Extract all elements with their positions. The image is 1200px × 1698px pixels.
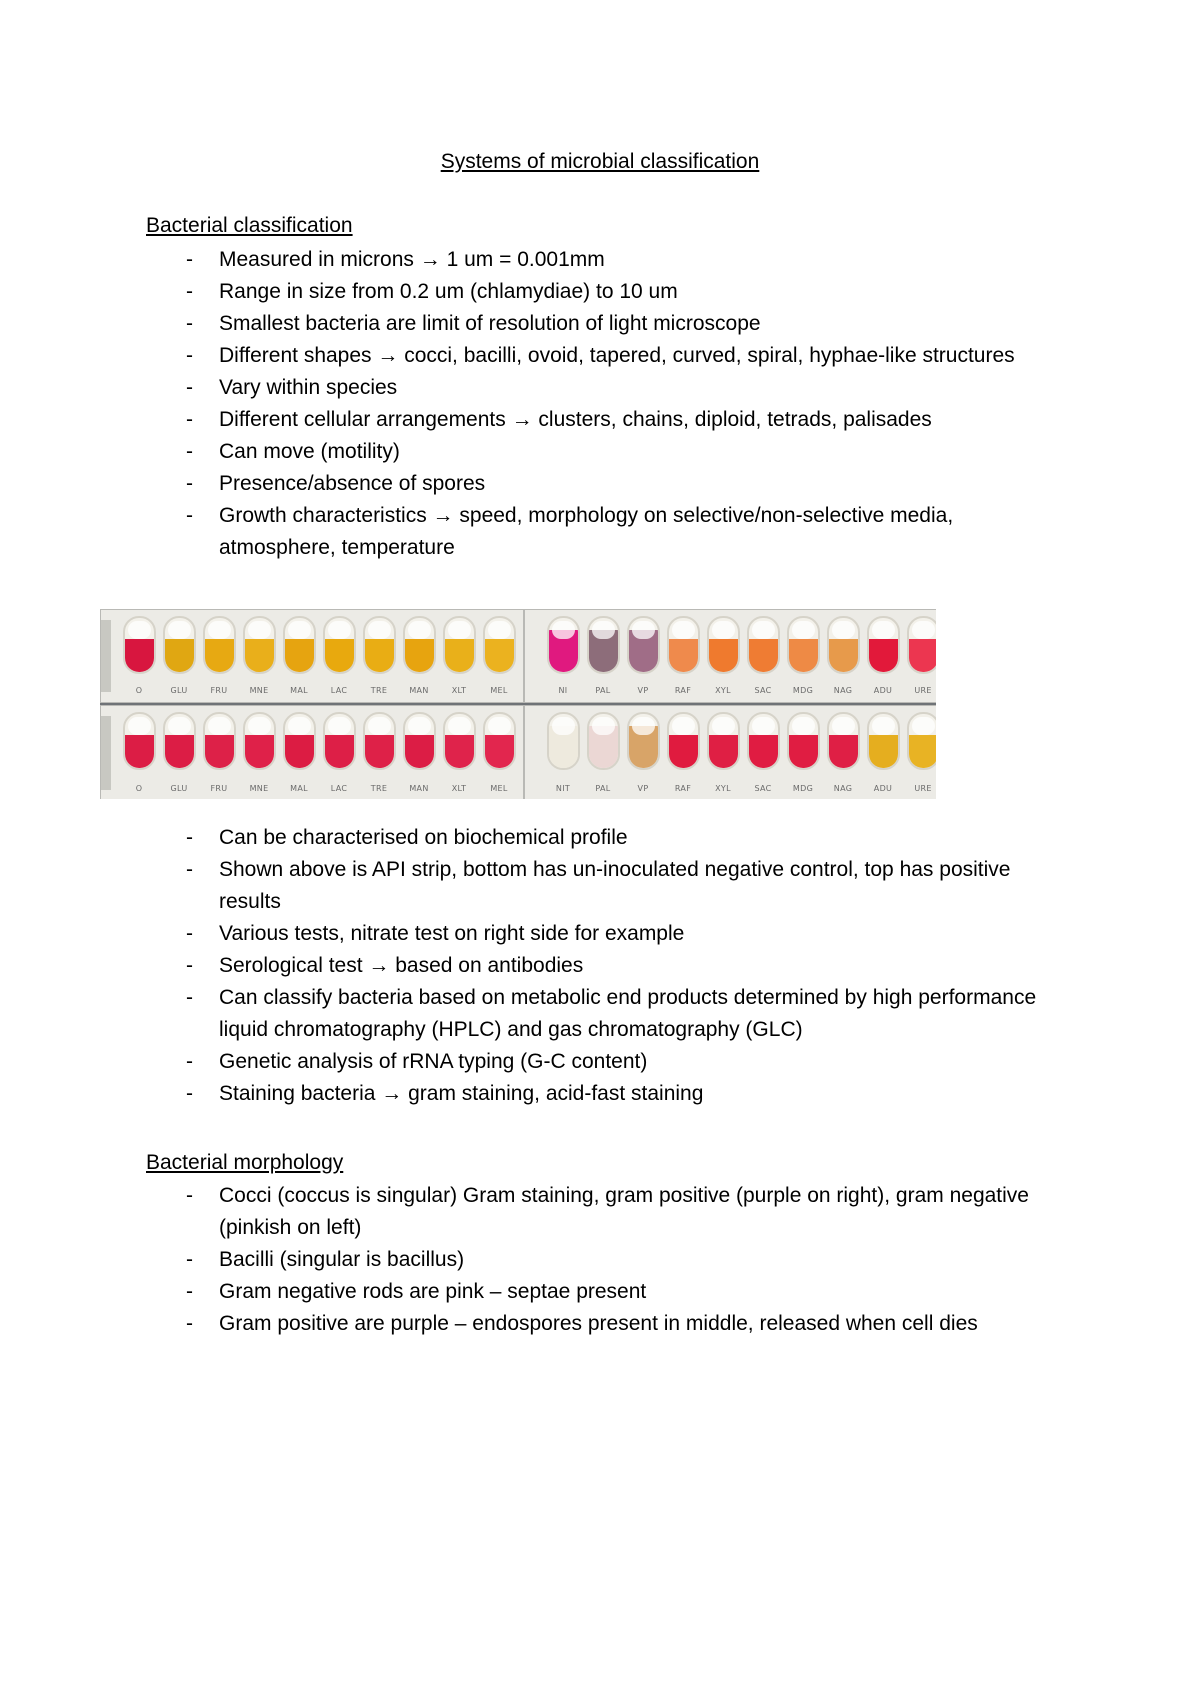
list-item [146,372,1046,404]
list-item [146,468,1046,500]
test-cupule [323,616,356,674]
test-label: MAL [290,686,308,695]
test-cupule [403,616,436,674]
cupule-liquid [669,735,698,768]
cupule-highlight [672,717,695,735]
cupule-highlight [208,717,231,735]
list-item-text: Serological test → based on antibodies [219,954,584,977]
list-item [146,918,1046,950]
test-cupule [867,616,900,674]
test-cupule [163,712,196,770]
test-cupule [707,616,740,674]
test-cupule [587,712,620,770]
test-cupule [627,712,660,770]
page-title: Systems of microbial classification [440,150,760,173]
cupule-liquid [749,735,778,768]
test-label: MNE [249,784,269,793]
cupule-liquid [829,735,858,768]
list-item-text: Growth characteristics → speed, morphology on selective/non-selective media, atmosphere, temperature [219,504,954,559]
test-label: VP [637,784,649,793]
cupule-liquid [325,639,354,672]
test-label: MEL [490,784,508,793]
test-cupule [867,712,900,770]
cupule-highlight [872,717,895,735]
cupule-liquid [709,735,738,768]
cupule-highlight [592,717,615,735]
bullet-dash: - [186,1280,193,1303]
test-label: URE [914,784,932,793]
cupule-liquid [405,639,434,672]
test-cupule [547,616,580,674]
cupule-liquid [245,639,274,672]
test-cupule [123,712,156,770]
cupule-highlight [792,717,815,735]
list-item [146,1308,1046,1340]
test-label: PAL [595,784,611,793]
api-strip-top-right [524,609,936,703]
cupule-highlight [552,717,575,735]
cupule-liquid [709,639,738,672]
list-item-text: Staining bacteria → gram staining, acid-fast staining [219,1082,704,1105]
list-item [146,822,1046,854]
list-item [146,340,1046,372]
cupule-highlight [208,621,231,639]
list-item [146,308,1046,340]
list-item [146,244,1046,276]
test-label: NAG [833,784,853,793]
test-label: GLU [170,784,188,793]
test-cupule [547,712,580,770]
cupule-liquid [365,735,394,768]
bullet-dash: - [186,858,193,881]
list-item [146,404,1046,436]
test-label: MEL [490,686,508,695]
test-cupule [907,616,936,674]
list-item [146,1244,1046,1276]
cupule-liquid [165,735,194,768]
test-label: NIT [555,784,571,793]
test-cupule [243,616,276,674]
cupule-highlight [832,621,855,639]
bullet-dash: - [186,472,193,495]
list-item-text: Different shapes → cocci, bacilli, ovoid, tapered, curved, spiral, hyphae-like structures [219,344,1015,367]
bullet-dash: - [186,408,193,431]
test-cupule [907,712,936,770]
test-label: GLU [170,686,188,695]
test-cupule [787,616,820,674]
test-cupule [203,616,236,674]
list-item-text: Can classify bacteria based on metabolic end products determined by high performance liquid chromatography (HPLC) and gas chromatography (GLC) [219,986,1037,1041]
list-item-text: Various tests, nitrate test on right side for example [219,922,685,945]
bullet-list-morphology [146,1180,1046,1340]
bullet-dash: - [186,1082,193,1105]
cupule-liquid [285,639,314,672]
list-item-text: Different cellular arrangements → clusters, chains, diploid, tetrads, palisades [219,408,932,431]
list-item-text: Range in size from 0.2 um (chlamydiae) to 10 um [219,280,678,303]
test-cupule [747,616,780,674]
cupule-highlight [168,621,191,639]
cupule-highlight [552,621,575,639]
test-label: VP [637,686,649,695]
test-label: LAC [330,784,348,793]
list-item [146,854,1046,918]
test-cupule [243,712,276,770]
test-label: O [135,686,143,695]
test-cupule [707,712,740,770]
cupule-highlight [712,621,735,639]
cupule-highlight [128,717,151,735]
test-cupule [587,616,620,674]
cupule-liquid [669,639,698,672]
test-cupule [667,616,700,674]
test-label: SAC [754,784,772,793]
test-cupule [283,712,316,770]
test-label: FRU [210,784,228,793]
test-label: XLT [451,784,467,793]
cupule-liquid [749,639,778,672]
cupule-highlight [752,717,775,735]
bullet-dash: - [186,826,193,849]
api-strip-top-left [100,609,524,703]
test-label: ADU [873,686,893,695]
test-label: XLT [451,686,467,695]
test-label: ADU [873,784,893,793]
strip-edge-mark [101,620,111,692]
list-item-text: Gram negative rods are pink – septae present [219,1280,647,1303]
cupule-liquid [125,735,154,768]
cupule-liquid [325,735,354,768]
test-cupule [443,712,476,770]
test-label: MAN [409,784,429,793]
test-label: TRE [370,784,388,793]
test-label: URE [914,686,932,695]
test-label: SAC [754,686,772,695]
list-item [146,436,1046,468]
test-cupule [827,616,860,674]
cupule-liquid [205,639,234,672]
test-cupule [123,616,156,674]
cupule-highlight [288,621,311,639]
cupule-liquid [485,735,514,768]
cupule-highlight [448,717,471,735]
cupule-liquid [485,639,514,672]
cupule-liquid [789,735,818,768]
list-item [146,1276,1046,1308]
list-item [146,500,1046,564]
api-strip-bottom-right [524,705,936,799]
test-label: TRE [370,686,388,695]
list-item [146,1180,1046,1244]
bullet-dash: - [186,312,193,335]
cupule-highlight [168,717,191,735]
bullet-dash: - [186,1050,193,1073]
bullet-dash: - [186,954,193,977]
cupule-liquid [829,639,858,672]
section-heading-bacterial-classification: Bacterial classification [146,214,353,237]
test-cupule [443,616,476,674]
cupule-highlight [408,621,431,639]
bullet-dash: - [186,344,193,367]
list-item-text: Smallest bacteria are limit of resolution of light microscope [219,312,761,335]
test-label: XYL [715,784,731,793]
cupule-highlight [712,717,735,735]
cupule-liquid [869,735,898,768]
list-item [146,982,1046,1046]
cupule-highlight [288,717,311,735]
list-item-text: Cocci (coccus is singular) Gram staining, gram positive (purple on right), gram negative (pinkish on left) [219,1184,1029,1239]
bullet-list-characterisation [146,822,1046,1110]
cupule-liquid [445,639,474,672]
bullet-dash: - [186,248,193,271]
cupule-highlight [672,621,695,639]
list-item-text: Vary within species [219,376,398,399]
test-label: NI [558,686,568,695]
bullet-list-classification [146,244,1046,564]
list-item [146,1078,1046,1110]
cupule-highlight [752,621,775,639]
test-label: FRU [210,686,228,695]
cupule-highlight [328,621,351,639]
cupule-highlight [248,621,271,639]
test-cupule [667,712,700,770]
cupule-highlight [592,621,615,639]
cupule-liquid [869,639,898,672]
cupule-liquid [165,639,194,672]
cupule-liquid [365,639,394,672]
api-strip-image [100,609,936,799]
cupule-highlight [368,621,391,639]
test-label: RAF [674,686,692,695]
test-cupule [363,712,396,770]
test-cupule [403,712,436,770]
test-cupule [627,616,660,674]
test-cupule [283,616,316,674]
list-item [146,1046,1046,1078]
cupule-liquid [205,735,234,768]
test-cupule [787,712,820,770]
test-cupule [163,616,196,674]
cupule-highlight [328,717,351,735]
cupule-highlight [248,717,271,735]
cupule-liquid [285,735,314,768]
list-item-text: Shown above is API strip, bottom has un-inoculated negative control, top has positive results [219,858,1011,913]
bullet-dash: - [186,1312,193,1335]
cupule-liquid [245,735,274,768]
cupule-liquid [789,639,818,672]
test-label: XYL [715,686,731,695]
bullet-dash: - [186,1248,193,1271]
test-label: MAN [409,686,429,695]
cupule-highlight [872,621,895,639]
bullet-dash: - [186,504,193,527]
test-label: MAL [290,784,308,793]
test-label: NAG [833,686,853,695]
test-cupule [363,616,396,674]
cupule-highlight [448,621,471,639]
test-cupule [747,712,780,770]
cupule-highlight [792,621,815,639]
list-item [146,950,1046,982]
test-label: MDG [792,686,814,695]
test-cupule [323,712,356,770]
cupule-highlight [488,717,511,735]
section-heading-bacterial-morphology: Bacterial morphology [146,1151,344,1174]
list-item-text: Gram positive are purple – endospores present in middle, released when cell dies [219,1312,978,1335]
bullet-dash: - [186,922,193,945]
bullet-dash: - [186,1184,193,1207]
bullet-dash: - [186,986,193,1009]
cupule-highlight [368,717,391,735]
list-item-text: Can be characterised on biochemical profile [219,826,628,849]
test-cupule [483,616,516,674]
bullet-dash: - [186,280,193,303]
cupule-highlight [128,621,151,639]
test-cupule [827,712,860,770]
list-item-text: Measured in microns → 1 um = 0.001mm [219,248,605,271]
cupule-highlight [488,621,511,639]
bullet-dash: - [186,376,193,399]
test-label: LAC [330,686,348,695]
api-strip-bottom-left [100,705,524,799]
cupule-liquid [405,735,434,768]
test-label: MNE [249,686,269,695]
cupule-highlight [408,717,431,735]
test-label: MDG [792,784,814,793]
list-item-text: Can move (motility) [219,440,400,463]
cupule-highlight [632,621,655,639]
cupule-highlight [912,717,935,735]
test-label: O [135,784,143,793]
cupule-highlight [832,717,855,735]
cupule-highlight [632,717,655,735]
cupule-liquid [909,735,936,768]
list-item-text: Presence/absence of spores [219,472,486,495]
list-item-text: Bacilli (singular is bacillus) [219,1248,465,1271]
test-cupule [483,712,516,770]
list-item [146,276,1046,308]
test-cupule [203,712,236,770]
cupule-liquid [909,639,936,672]
strip-edge-mark [101,716,111,790]
test-label: RAF [674,784,692,793]
test-label: PAL [595,686,611,695]
list-item-text: Genetic analysis of rRNA typing (G-C content) [219,1050,648,1073]
bullet-dash: - [186,440,193,463]
cupule-liquid [125,639,154,672]
cupule-liquid [445,735,474,768]
cupule-highlight [912,621,935,639]
